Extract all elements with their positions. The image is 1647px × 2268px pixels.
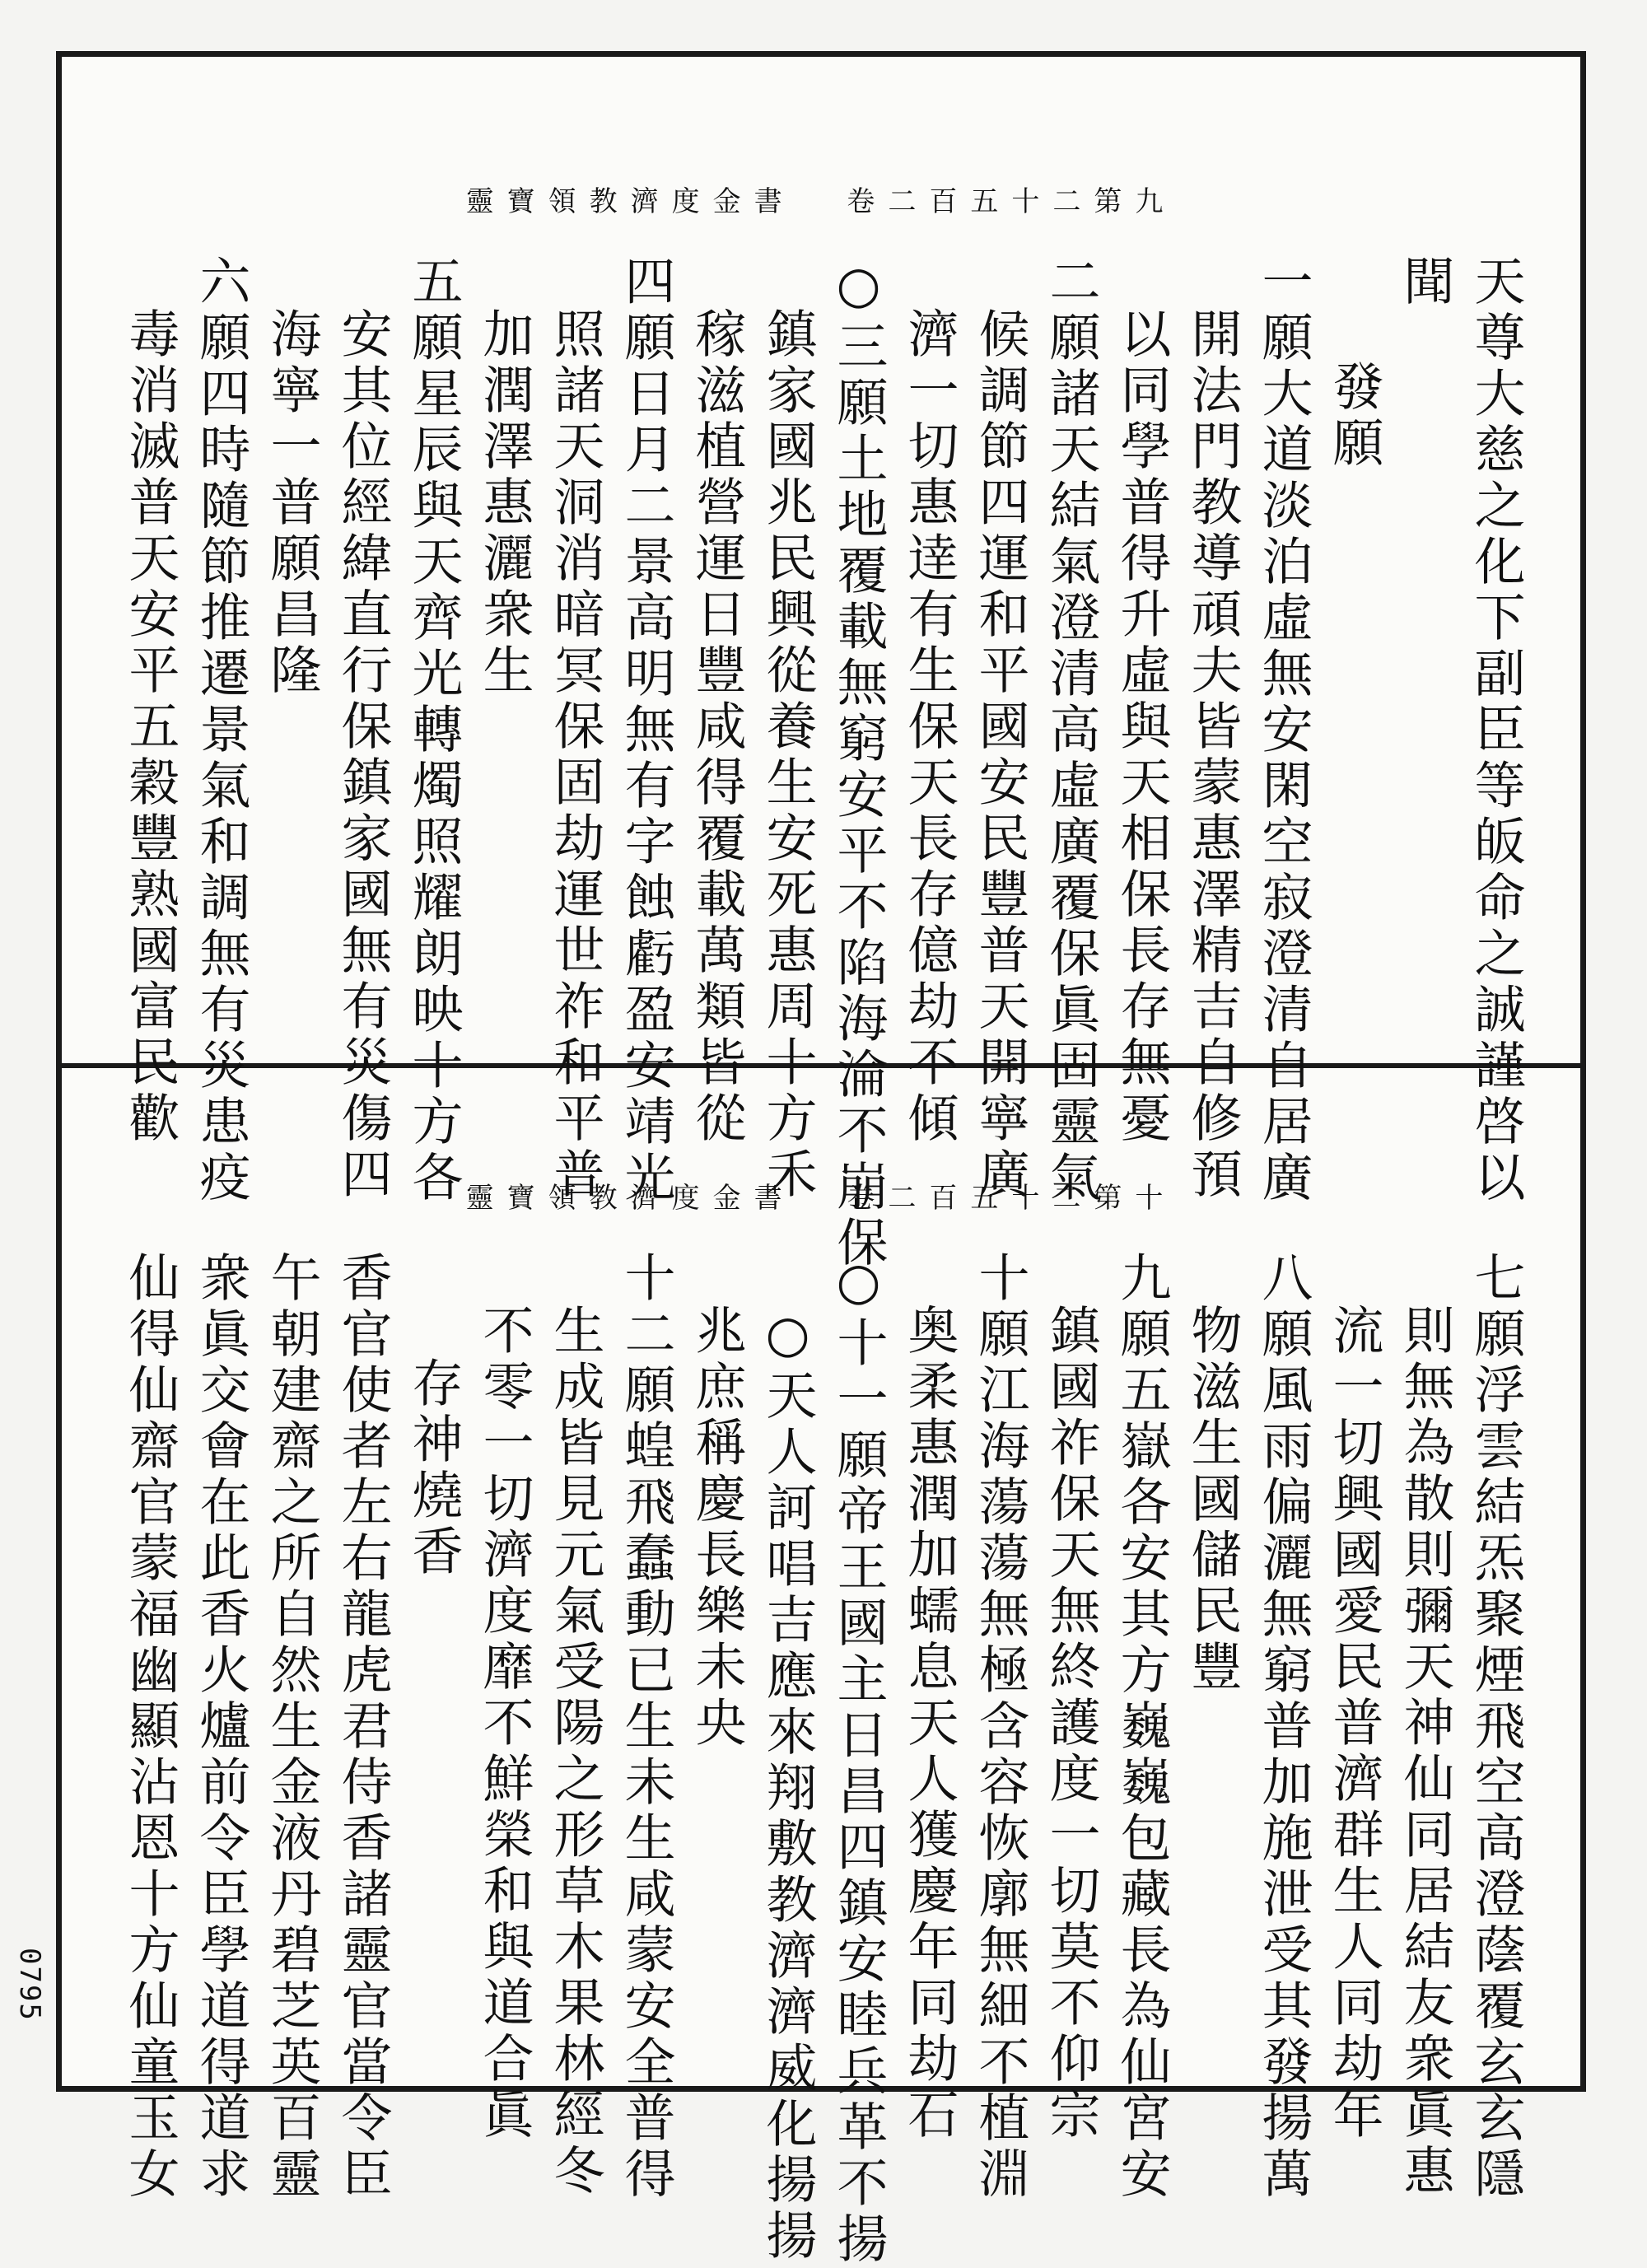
text-column: 聞 (1395, 254, 1455, 310)
text-column: 六願四時隨節推遷景氣和調無有災患疫 (191, 254, 251, 1206)
text-column: ○三願土地覆載無窮安平不陷海淪不崩保 (828, 254, 889, 1272)
text-column: 五願星辰與天齊光轉燭照耀朗映十方各 (404, 254, 464, 1206)
text-column: 一願大道淡泊虛無安閑空寂澄清自居廣 (1253, 254, 1313, 1206)
text-column: 兆庶稱慶長樂未央 (687, 1304, 747, 1752)
text-column: 四願日月二景高明無有字蝕虧盈安靖光 (616, 254, 676, 1206)
text-column: 存神燒香 (404, 1356, 464, 1580)
text-column: 午朝建齋之所自然生金液丹碧芝英百靈 (262, 1251, 322, 2203)
text-column: 天尊大慈之化下副臣等皈命之誠謹啓以 (1466, 254, 1526, 1206)
text-column: 流一切興國愛民普濟群生人同劫年 (1324, 1304, 1384, 2144)
text-column: 仙得仙齋官蒙福幽顯沾恩十方仙童玉女 (120, 1251, 180, 2203)
text-column: 奥柔惠潤加蠕息天人獲慶年同劫石 (899, 1304, 959, 2144)
text-column: 鎮家國兆民興從養生安死惠周十方禾 (758, 307, 818, 1203)
text-column: 照諸天洞消暗冥保固劫運世祚和平普 (545, 307, 605, 1203)
text-column: 毒消滅普天安平五穀豐熟國富民歡 (120, 307, 180, 1147)
running-header (62, 1175, 1580, 1216)
text-column: 九願五嶽各安其方巍巍包藏長為仙宮安 (1112, 1251, 1172, 2203)
text-column: 香官使者左右龍虎君侍香諸靈官當令臣 (333, 1251, 393, 2203)
text-column: 加潤澤惠灑衆生 (474, 307, 534, 699)
text-column: 二願諸天結氣澄清高虛廣覆保眞固靈氣 (1041, 254, 1101, 1206)
header-title: 靈寶領教濟度金書 (465, 185, 796, 218)
text-column: 稼滋植營運日豐咸得覆載萬類皆從 (687, 307, 747, 1147)
header-volume: 卷二百五十二第九 (847, 185, 1177, 218)
text-column: ○天人訶唱吉應來翔敷教濟濟威化揚揚 (758, 1304, 818, 2265)
text-column: 十願江海蕩蕩無極含容恢廓無細不植淵 (970, 1251, 1030, 2203)
text-column: 則無為散則彌天神仙同居結友衆眞惠 (1395, 1304, 1455, 2200)
text-column: 濟一切惠逹有生保天長存億劫不傾 (899, 307, 959, 1147)
text-column: 八願風雨偏灑無窮普加施泄受其發揚萬 (1253, 1251, 1313, 2203)
text-column: 發願 (1324, 360, 1384, 472)
text-column: 十二願蝗飛蠢動已生未生咸蒙安全普得 (616, 1251, 676, 2203)
text-column: 候調節四運和平國安民豐普天開寧廣 (970, 307, 1030, 1203)
text-column: 安其位經緯直行保鎮家國無有災傷四 (333, 307, 393, 1203)
text-column: 生成皆見元氣受陽之形草木果林經冬 (545, 1304, 605, 2200)
text-column: 七願浮雲結炁聚煙飛空高澄蔭覆玄玄隱 (1466, 1251, 1526, 2203)
text-column: ○十一願帝王國主日昌四鎮安睦兵革不揚 (828, 1251, 889, 2268)
text-column: 開法門教導頑夫皆蒙惠澤精吉自修預 (1183, 307, 1243, 1203)
header-volume: 卷二百五十二第十 (847, 1182, 1177, 1215)
lower-page (62, 1068, 1580, 2268)
page-frame (56, 51, 1586, 2268)
text-column: 鎮國祚保天無終護度一切莫不仰宗 (1041, 1304, 1101, 2144)
text-column: 不零一切濟度靡不鮮榮和與道合眞 (474, 1304, 534, 2144)
running-header (62, 179, 1580, 219)
text-column: 海寧一普願昌隆 (262, 307, 322, 699)
text-column: 衆眞交會在此香火爐前令臣學道得道求 (191, 1251, 251, 2203)
text-columns (111, 1251, 1531, 2268)
text-column: 以同學普得升虛與天相保長存無憂 (1112, 307, 1172, 1147)
header-title: 靈寶領教濟度金書 (465, 1182, 796, 1215)
text-column: 物滋生國儲民豐 (1183, 1304, 1243, 1696)
page-number: 0795 (13, 1948, 46, 2022)
